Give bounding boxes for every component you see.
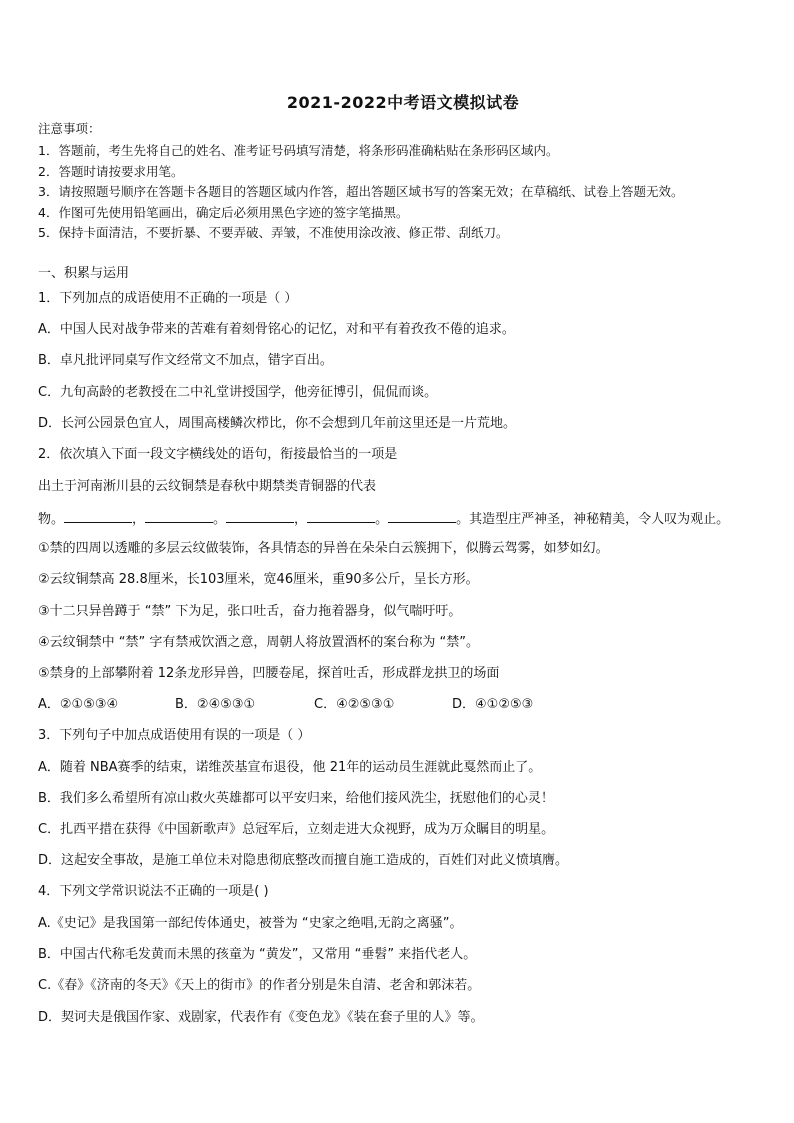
separator: 。 xyxy=(213,512,227,527)
passage-end: 。其造型庄严神圣，神秘精美，令人叹为观止。 xyxy=(456,512,730,527)
fill-blank xyxy=(226,510,294,523)
option-c: C．扎西平措在获得《中国新歌声》总冠军后，立刻走进大众视野，成为万众瞩目的明星。 xyxy=(38,822,555,837)
option-d: D．这起安全事故，是施工单位未对隐患彻底整改而擅自施工造成的，百姓们对此义愤填膺。 xyxy=(38,853,569,868)
fill-blank xyxy=(145,510,213,523)
option-a: A．②①⑤③④ xyxy=(38,697,119,712)
option-a: A.《史记》是我国第一部纪传体通史，被誉为 “史家之绝唱,无韵之离骚”。 xyxy=(38,916,463,931)
exam-page xyxy=(38,0,768,1123)
option-c: C.《春》《济南的冬天》《天上的街市》的作者分别是朱自清、老舍和郭沫若。 xyxy=(38,978,481,993)
notice-item: 2．答题时请按要求用笔。 xyxy=(38,164,184,179)
option-c: C．④②⑤③① xyxy=(314,697,395,712)
notice-item: 3．请按照题号顺序在答题卡各题目的答题区域内作答，超出答题区域书写的答案无效；在草稿纸、试卷上答题无效。 xyxy=(38,184,684,199)
question-stem: 1．下列加点的成语使用不正确的一项是（ ） xyxy=(38,291,298,306)
options-row xyxy=(38,697,533,713)
notice-heading: 注意事项： xyxy=(38,121,101,136)
question-stem: 2．依次填入下面一段文字横线处的语句，衔接最恰当的一项是 xyxy=(38,447,398,462)
option-d: D．契诃夫是俄国作家、戏剧家，代表作有《变色龙》《装在套子里的人》等。 xyxy=(38,1010,484,1025)
question-stem: 3．下列句子中加点成语使用有误的一项是（ ） xyxy=(38,728,311,743)
option-b: B．我们多么希望所有凉山救火英雄都可以平安归来，给他们接风洗尘，抚慰他们的心灵！ xyxy=(38,791,554,806)
fill-blank xyxy=(64,510,132,523)
fill-blank xyxy=(388,510,456,523)
option-b: B．②④⑤③① xyxy=(175,697,256,712)
separator: ， xyxy=(294,512,308,527)
option-b: B．中国古代称毛发黄而未黑的孩童为 “黄发”，又常用 “垂髫” 来指代老人。 xyxy=(38,947,477,962)
separator: ， xyxy=(132,512,146,527)
passage-line: 出土于河南淅川县的云纹铜禁是春秋中期禁类青铜器的代表 xyxy=(38,479,377,494)
sentence-2: ②云纹铜禁高 28.8厘米，长103厘米，宽46厘米，重90多公斤，呈长方形。 xyxy=(38,572,479,587)
sentence-1: ①禁的四周以透雕的多层云纹做装饰，各具情态的异兽在朵朵白云簇拥下，似腾云驾雾，如梦如幻。 xyxy=(38,541,609,556)
sentence-5: ⑤禁身的上部攀附着 12条龙形异兽，凹腰卷尾，探首吐舌，形成群龙拱卫的场面 xyxy=(38,666,500,681)
section-heading: 一、积累与运用 xyxy=(38,266,130,281)
page-title: 2021-2022中考语文模拟试卷 xyxy=(286,93,520,112)
passage-line-blanks xyxy=(38,510,729,528)
notice-item: 1．答题前，考生先将自己的姓名、准考证号码填写清楚，将条形码准确粘贴在条形码区域内。 xyxy=(38,143,559,158)
sentence-3: ③十二只异兽蹲于 “禁” 下为足，张口吐舌，奋力拖着器身，似气喘吁吁。 xyxy=(38,604,462,619)
passage-start: 物。 xyxy=(38,512,65,527)
question-stem: 4．下列文学常识说法不正确的一项是( ) xyxy=(38,884,269,899)
option-b: B．卓凡批评同桌写作文经常文不加点，错字百出。 xyxy=(38,353,333,368)
option-d: D．长河公园景色宜人，周围高楼鳞次栉比，你不会想到几年前这里还是一片荒地。 xyxy=(38,416,517,431)
notice-item: 5．保持卡面清洁，不要折暴、不要弄破、弄皱，不准使用涂改液、修正带、刮纸刀。 xyxy=(38,225,509,240)
option-a: A．随着 NBA赛季的结束，诺维茨基宣布退役，他 21年的运动员生涯就此戛然而止了。 xyxy=(38,760,542,775)
option-c: C．九旬高龄的老教授在二中礼堂讲授国学，他旁征博引，侃侃而谈。 xyxy=(38,385,438,400)
option-d: D．④①②⑤③ xyxy=(452,697,534,712)
notice-item: 4．作图可先使用铅笔画出，确定后必须用黑色字迹的签字笔描黑。 xyxy=(38,205,409,220)
option-a: A．中国人民对战争带来的苦难有着刻骨铭心的记忆，对和平有着孜孜不倦的追求。 xyxy=(38,322,515,337)
fill-blank xyxy=(307,510,375,523)
separator: 。 xyxy=(375,512,389,527)
sentence-4: ④云纹铜禁中 “禁” 字有禁戒饮酒之意，周朝人将放置酒杯的案台称为 “禁”。 xyxy=(38,635,479,650)
